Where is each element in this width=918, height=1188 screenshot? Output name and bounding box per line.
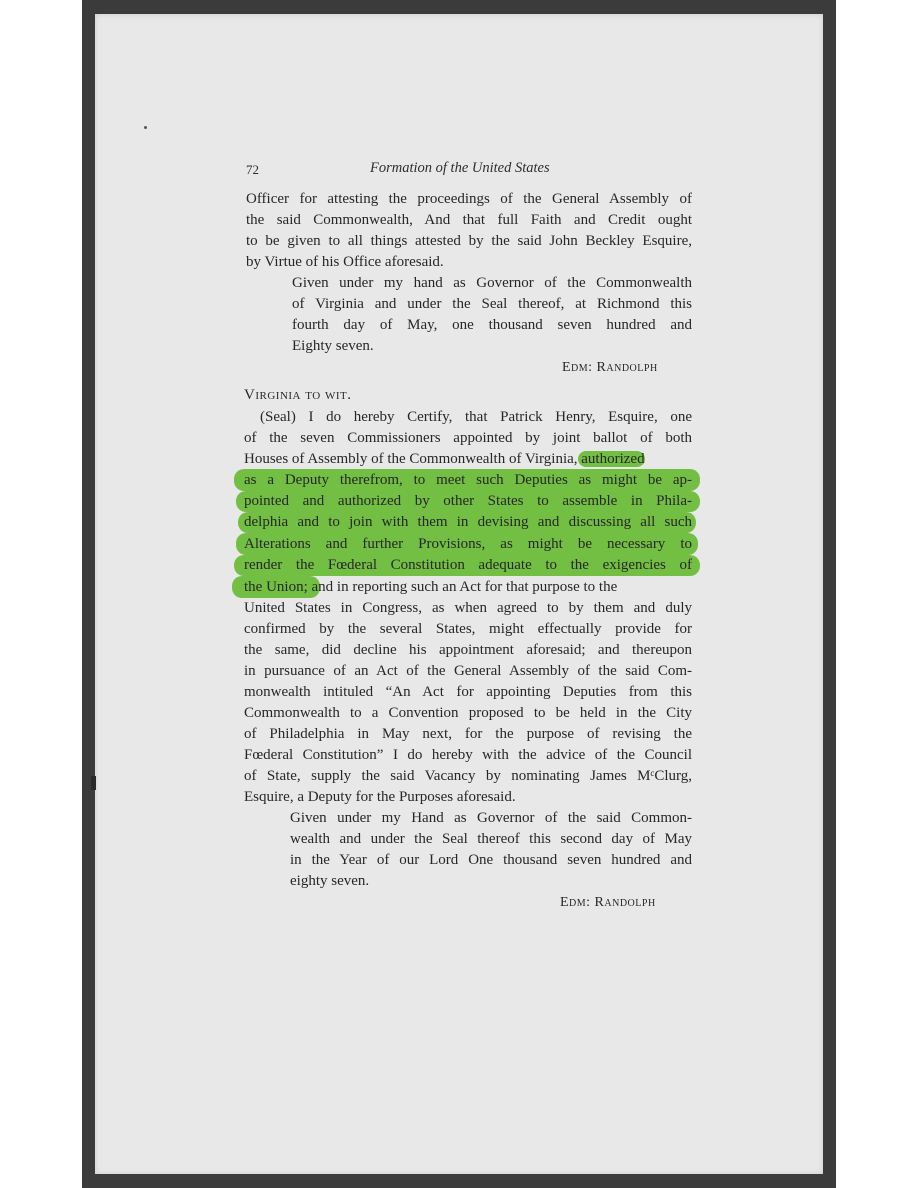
page-edge-nick — [91, 776, 96, 790]
text-line: fourth day of May, one thousand seven hundred and — [292, 317, 692, 333]
text-line: in pursuance of an Act of the General Assembly of the said Com- — [244, 663, 692, 679]
text-line: Given under my Hand as Governor of the said Common- — [290, 810, 692, 826]
text-line: of the seven Commissioners appointed by joint ballot of both — [244, 430, 692, 446]
highlighted-text: authorized — [577, 451, 645, 467]
text-line: the said Commonwealth, And that full Faith and Credit ought — [246, 212, 692, 228]
text-line: Esquire, a Deputy for the Purposes aforesaid. — [244, 789, 516, 805]
text-line: confirmed by the several States, might effectually provide for — [244, 621, 692, 637]
text-line: (Seal) I do hereby Certify, that Patrick Henry, Esquire, one — [260, 409, 692, 425]
text-line: Given under my hand as Governor of the Commonwealth — [292, 275, 692, 291]
highlighted-line: as a Deputy therefrom, to meet such Deputies as might be ap- — [244, 472, 692, 488]
highlighted-line: Alterations and further Provisions, as might be necessary to — [244, 536, 692, 552]
page-number: 72 — [246, 162, 259, 177]
running-title: Formation of the United States — [370, 160, 550, 176]
text-line: of Virginia and under the Seal thereof, at Richmond this — [292, 296, 692, 312]
text-line: Officer for attesting the proceedings of the General Assembly of — [246, 191, 692, 207]
highlighted-line: render the Fœderal Constitution adequate to the exigencies of — [244, 557, 692, 573]
text-line: Commonwealth to a Convention proposed to be held in the City — [244, 705, 692, 721]
text-line: by Virtue of his Office aforesaid. — [246, 254, 444, 270]
dust-speck — [144, 126, 147, 129]
highlighted-text: the Union; — [244, 579, 308, 595]
text-line: the same, did decline his appointment aforesaid; and thereupon — [244, 642, 692, 658]
text-line: wealth and under the Seal thereof this second day of May — [290, 831, 692, 847]
text-line: monwealth intituled “An Act for appointing Deputies from this — [244, 684, 692, 700]
text-line: of State, supply the said Vacancy by nominating James MᶜClurg, — [244, 768, 692, 784]
section-heading: Virginia to wit. — [244, 387, 352, 403]
highlighted-line: delphia and to join with them in devising and discussing all such — [244, 514, 692, 530]
text-line: Fœderal Constitution” I do hereby with the advice of the Council — [244, 747, 692, 763]
text-line: eighty seven. — [290, 873, 370, 889]
highlighted-line: pointed and authorized by other States to assemble in Phila- — [244, 493, 692, 509]
text-line: in the Year of our Lord One thousand seven hundred and — [290, 852, 692, 868]
signature-randolph-1: Edm: Randolph — [562, 360, 658, 375]
text-line: Eighty seven. — [292, 338, 374, 354]
text-line: to be given to all things attested by the said John Beckley Esquire, — [246, 233, 692, 249]
text-line: of Philadelphia in May next, for the purpose of revising the — [244, 726, 692, 742]
text-line — [244, 449, 692, 470]
signature-randolph-2: Edm: Randolph — [560, 895, 656, 910]
text-span: and in reporting such an Act for that purpose to the — [307, 579, 618, 595]
text-span: Houses of Assembly of the Commonwealth of Virginia, — [244, 451, 578, 467]
page-header — [246, 160, 696, 182]
text-line: United States in Congress, as when agreed to by them and duly — [244, 600, 692, 616]
text-line — [244, 577, 692, 598]
